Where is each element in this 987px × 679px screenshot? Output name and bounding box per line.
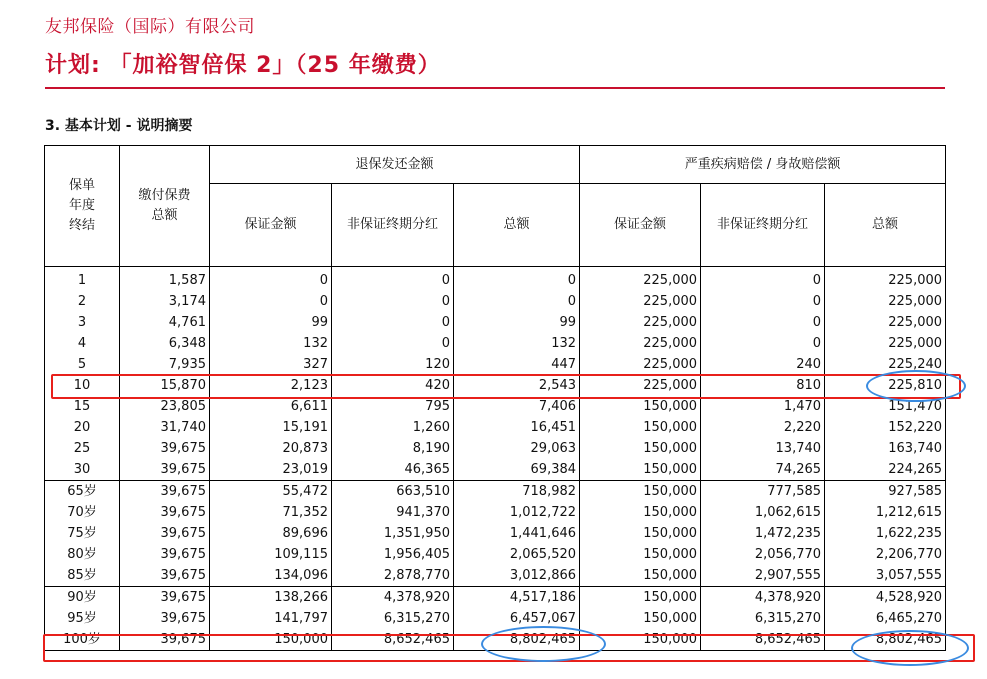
- table-cell: 25: [45, 438, 120, 459]
- table-cell: 39,675: [120, 438, 210, 459]
- table-cell: 240: [701, 354, 825, 375]
- table-cell: 23,805: [120, 396, 210, 417]
- table-cell: 69,384: [454, 459, 580, 481]
- table-cell: 0: [701, 267, 825, 292]
- table-cell: 95岁: [45, 608, 120, 629]
- table-cell: 2,123: [210, 375, 332, 396]
- table-row: [45, 544, 946, 565]
- table-cell: 23,019: [210, 459, 332, 481]
- table-cell: 8,802,465: [454, 629, 580, 651]
- table-cell: 3,174: [120, 291, 210, 312]
- header-surrender-terminal-dividend: 非保证终期分红: [332, 184, 454, 267]
- table-cell: 2,543: [454, 375, 580, 396]
- table-cell: 85岁: [45, 565, 120, 587]
- table-cell: 2,065,520: [454, 544, 580, 565]
- table-cell: 1,212,615: [825, 502, 946, 523]
- benefit-illustration-table: [44, 145, 946, 651]
- header-death-guaranteed: 保证金额: [580, 184, 701, 267]
- table-cell: 8,652,465: [332, 629, 454, 651]
- table-cell: 5: [45, 354, 120, 375]
- table-cell: 0: [701, 312, 825, 333]
- table-cell: 39,675: [120, 502, 210, 523]
- table-cell: 90岁: [45, 587, 120, 609]
- table-cell: 225,240: [825, 354, 946, 375]
- company-name: 友邦保险（国际）有限公司: [45, 17, 255, 37]
- table-cell: 8,190: [332, 438, 454, 459]
- table-row: [45, 523, 946, 544]
- table-row: [45, 459, 946, 481]
- table-cell: 151,470: [825, 396, 946, 417]
- table-cell: 4,528,920: [825, 587, 946, 609]
- table-cell: 2,206,770: [825, 544, 946, 565]
- table-cell: 3,012,866: [454, 565, 580, 587]
- table-cell: 20: [45, 417, 120, 438]
- table-cell: 0: [210, 291, 332, 312]
- table-cell: 150,000: [580, 608, 701, 629]
- table-cell: 1,260: [332, 417, 454, 438]
- table-row: [45, 354, 946, 375]
- table-cell: 46,365: [332, 459, 454, 481]
- table-cell: 132: [454, 333, 580, 354]
- table-cell: 4,761: [120, 312, 210, 333]
- table-cell: 1,012,722: [454, 502, 580, 523]
- table-cell: 941,370: [332, 502, 454, 523]
- table-cell: 152,220: [825, 417, 946, 438]
- header-surrender-value: 退保发还金额: [210, 146, 580, 184]
- header-surrender-total: 总额: [454, 184, 580, 267]
- table-cell: 225,000: [580, 267, 701, 292]
- table-cell: 65岁: [45, 481, 120, 503]
- table-cell: 150,000: [580, 587, 701, 609]
- table-cell: 134,096: [210, 565, 332, 587]
- table-cell: 15: [45, 396, 120, 417]
- table-cell: 39,675: [120, 629, 210, 651]
- table-cell: 16,451: [454, 417, 580, 438]
- table-cell: 150,000: [210, 629, 332, 651]
- table-cell: 1: [45, 267, 120, 292]
- table-cell: 225,000: [825, 312, 946, 333]
- table-cell: 39,675: [120, 608, 210, 629]
- table-cell: 75岁: [45, 523, 120, 544]
- table-cell: 39,675: [120, 459, 210, 481]
- table-cell: 663,510: [332, 481, 454, 503]
- table-cell: 447: [454, 354, 580, 375]
- table-row: [45, 608, 946, 629]
- table-cell: 30: [45, 459, 120, 481]
- table-cell: 1,470: [701, 396, 825, 417]
- table-cell: 150,000: [580, 438, 701, 459]
- table-cell: 150,000: [580, 396, 701, 417]
- table-cell: 1,587: [120, 267, 210, 292]
- table-row: [45, 375, 946, 396]
- table-cell: 225,000: [580, 291, 701, 312]
- table-cell: 150,000: [580, 502, 701, 523]
- table-cell: 6,348: [120, 333, 210, 354]
- table-cell: 150,000: [580, 481, 701, 503]
- table-cell: 2,056,770: [701, 544, 825, 565]
- table-cell: 74,265: [701, 459, 825, 481]
- table-cell: 0: [210, 267, 332, 292]
- header-surrender-guaranteed: 保证金额: [210, 184, 332, 267]
- table-cell: 55,472: [210, 481, 332, 503]
- table-cell: 327: [210, 354, 332, 375]
- table-cell: 15,870: [120, 375, 210, 396]
- table-cell: 225,000: [580, 354, 701, 375]
- table-cell: 3,057,555: [825, 565, 946, 587]
- table-cell: 109,115: [210, 544, 332, 565]
- table-row: [45, 481, 946, 503]
- table-cell: 99: [454, 312, 580, 333]
- table-cell: 0: [701, 291, 825, 312]
- table-cell: 2: [45, 291, 120, 312]
- table-cell: 71,352: [210, 502, 332, 523]
- table-cell: 80岁: [45, 544, 120, 565]
- table-cell: 0: [332, 333, 454, 354]
- table-cell: 8,652,465: [701, 629, 825, 651]
- table-cell: 225,000: [825, 291, 946, 312]
- table-cell: 150,000: [580, 459, 701, 481]
- table-cell: 0: [332, 267, 454, 292]
- table-cell: 39,675: [120, 481, 210, 503]
- section-title: 3. 基本计划 - 说明摘要: [45, 118, 193, 134]
- table-cell: 150,000: [580, 544, 701, 565]
- table-cell: 1,472,235: [701, 523, 825, 544]
- table-cell: 810: [701, 375, 825, 396]
- table-cell: 4,517,186: [454, 587, 580, 609]
- table-cell: 7,935: [120, 354, 210, 375]
- table-cell: 225,000: [825, 333, 946, 354]
- table-cell: 141,797: [210, 608, 332, 629]
- table-cell: 6,465,270: [825, 608, 946, 629]
- table-row: [45, 438, 946, 459]
- table-cell: 225,000: [580, 312, 701, 333]
- table-cell: 39,675: [120, 587, 210, 609]
- table-cell: 3: [45, 312, 120, 333]
- table-cell: 225,000: [825, 267, 946, 292]
- table-cell: 0: [454, 267, 580, 292]
- table-cell: 150,000: [580, 565, 701, 587]
- table-cell: 4,378,920: [701, 587, 825, 609]
- table-cell: 29,063: [454, 438, 580, 459]
- table-cell: 132: [210, 333, 332, 354]
- table-cell: 0: [332, 312, 454, 333]
- table-cell: 39,675: [120, 523, 210, 544]
- table-cell: 6,457,067: [454, 608, 580, 629]
- table-row: [45, 565, 946, 587]
- table-cell: 0: [701, 333, 825, 354]
- table-cell: 1,062,615: [701, 502, 825, 523]
- table-row: [45, 333, 946, 354]
- table-cell: 7,406: [454, 396, 580, 417]
- table-cell: 4: [45, 333, 120, 354]
- table-row: [45, 291, 946, 312]
- table-cell: 15,191: [210, 417, 332, 438]
- table-cell: 20,873: [210, 438, 332, 459]
- table-cell: 2,220: [701, 417, 825, 438]
- table-cell: 6,315,270: [701, 608, 825, 629]
- table-row: [45, 267, 946, 292]
- table-cell: 1,622,235: [825, 523, 946, 544]
- table-row: [45, 629, 946, 651]
- table-cell: 777,585: [701, 481, 825, 503]
- table-cell: 150,000: [580, 629, 701, 651]
- table-cell: 138,266: [210, 587, 332, 609]
- table-cell: 225,000: [580, 375, 701, 396]
- table-cell: 420: [332, 375, 454, 396]
- table-cell: 150,000: [580, 417, 701, 438]
- header-death-terminal-dividend: 非保证终期分红: [701, 184, 825, 267]
- table-cell: 4,378,920: [332, 587, 454, 609]
- table-cell: 89,696: [210, 523, 332, 544]
- plan-title: 计划: 「加裕智倍保 2」（25 年缴费）: [45, 53, 441, 78]
- table-cell: 120: [332, 354, 454, 375]
- table-cell: 70岁: [45, 502, 120, 523]
- table-row: [45, 417, 946, 438]
- table-cell: 100岁: [45, 629, 120, 651]
- table-cell: 99: [210, 312, 332, 333]
- table-row: [45, 502, 946, 523]
- table-cell: 0: [454, 291, 580, 312]
- table-cell: 2,878,770: [332, 565, 454, 587]
- table-cell: 225,810: [825, 375, 946, 396]
- table-cell: 163,740: [825, 438, 946, 459]
- table-cell: 39,675: [120, 565, 210, 587]
- table-cell: 31,740: [120, 417, 210, 438]
- table-header: [45, 146, 946, 267]
- header-death-total: 总额: [825, 184, 946, 267]
- header-policy-year: 保单 年度 终结: [45, 146, 120, 267]
- header-total-premium: 缴付保费 总额: [120, 146, 210, 267]
- table-cell: 6,611: [210, 396, 332, 417]
- table-cell: 0: [332, 291, 454, 312]
- table-cell: 2,907,555: [701, 565, 825, 587]
- table-cell: 927,585: [825, 481, 946, 503]
- table-cell: 1,441,646: [454, 523, 580, 544]
- table-cell: 795: [332, 396, 454, 417]
- table-cell: 10: [45, 375, 120, 396]
- header-death-benefit: 严重疾病赔偿 / 身故赔偿额: [580, 146, 946, 184]
- table-cell: 1,956,405: [332, 544, 454, 565]
- table-cell: 718,982: [454, 481, 580, 503]
- table-cell: 225,000: [580, 333, 701, 354]
- table-cell: 150,000: [580, 523, 701, 544]
- header-divider: [45, 87, 945, 89]
- table-cell: 224,265: [825, 459, 946, 481]
- table-cell: 6,315,270: [332, 608, 454, 629]
- table-body: [45, 267, 946, 651]
- table-row: [45, 312, 946, 333]
- table-row: [45, 396, 946, 417]
- table-cell: 1,351,950: [332, 523, 454, 544]
- table-cell: 39,675: [120, 544, 210, 565]
- table-row: [45, 587, 946, 609]
- table-cell: 13,740: [701, 438, 825, 459]
- table-cell: 8,802,465: [825, 629, 946, 651]
